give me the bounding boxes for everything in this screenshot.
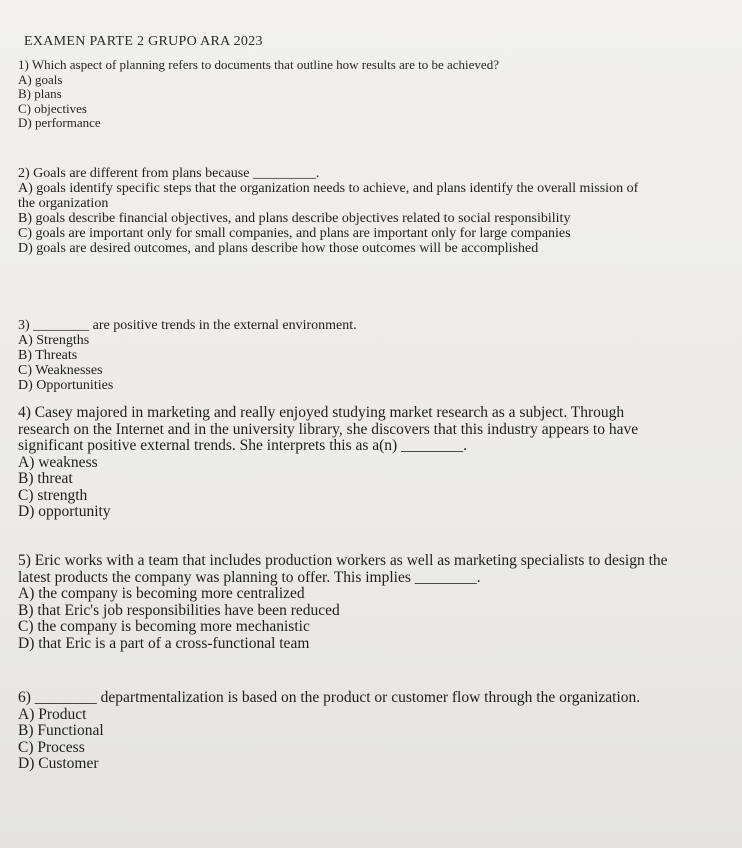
option-b: B) Threats xyxy=(18,348,78,363)
question-stem: 3) ________ are positive trends in the external environment. xyxy=(18,318,357,333)
question-stem: 1) Which aspect of planning refers to documents that outline how results are to be achieved? xyxy=(18,57,499,72)
option-d: D) that Eric is a part of a cross-functional team xyxy=(18,634,310,652)
question-stem: 2) Goals are different from plans because _________. xyxy=(18,166,320,181)
option-d: D) goals are desired outcomes, and plans describe how those outcomes will be accomplished xyxy=(18,241,539,256)
question-1 xyxy=(18,58,588,131)
option-d: D) opportunity xyxy=(18,503,111,520)
option-c: C) the company is becoming more mechanistic xyxy=(18,618,310,635)
question-4 xyxy=(18,405,678,521)
option-b: B) goals describe financial objectives, and plans describe objectives related to social responsibility xyxy=(18,211,571,226)
option-a: A) weakness xyxy=(18,453,98,471)
exam-title: EXAMEN PARTE 2 GRUPO ARA 2023 xyxy=(24,34,263,49)
option-d: D) performance xyxy=(18,115,101,130)
option-c: C) strength xyxy=(18,486,88,504)
option-a: A) Product xyxy=(18,705,87,723)
option-c: C) goals are important only for small companies, and plans are important only for large companies xyxy=(18,226,571,241)
option-d: D) Opportunities xyxy=(18,378,114,393)
option-b: B) Functional xyxy=(18,722,104,739)
question-6 xyxy=(18,690,678,773)
option-c: C) Weaknesses xyxy=(18,363,103,378)
option-a: A) goals xyxy=(18,71,63,87)
option-b: B) threat xyxy=(18,470,73,487)
question-2 xyxy=(18,166,640,256)
option-b: B) that Eric's job responsibilities have been reduced xyxy=(18,601,340,619)
question-stem: 5) Eric works with a team that includes production workers as well as marketing specialists to design the latest products the company was planning to offer. This implies ________. xyxy=(18,552,668,586)
option-a: A) Strengths xyxy=(18,333,90,348)
question-5 xyxy=(18,553,678,652)
option-d: D) Customer xyxy=(18,755,99,772)
question-3 xyxy=(18,318,658,393)
option-c: C) objectives xyxy=(18,100,87,116)
option-b: B) plans xyxy=(18,86,62,101)
question-stem: 6) ________ departmentalization is based on the product or customer flow through the organization. xyxy=(18,689,641,706)
option-a: A) the company is becoming more centralized xyxy=(18,585,305,602)
option-c: C) Process xyxy=(18,738,85,756)
option-a: A) goals identify specific steps that the organization needs to achieve, and plans identify the overall mission of the organization xyxy=(18,181,639,211)
question-stem: 4) Casey majored in marketing and really enjoyed studying market research as a subject. Through research on the Internet and in the university library, she discovers that this industry appears to have significant positive external trends. She interprets this as a(n) ________. xyxy=(18,404,639,454)
